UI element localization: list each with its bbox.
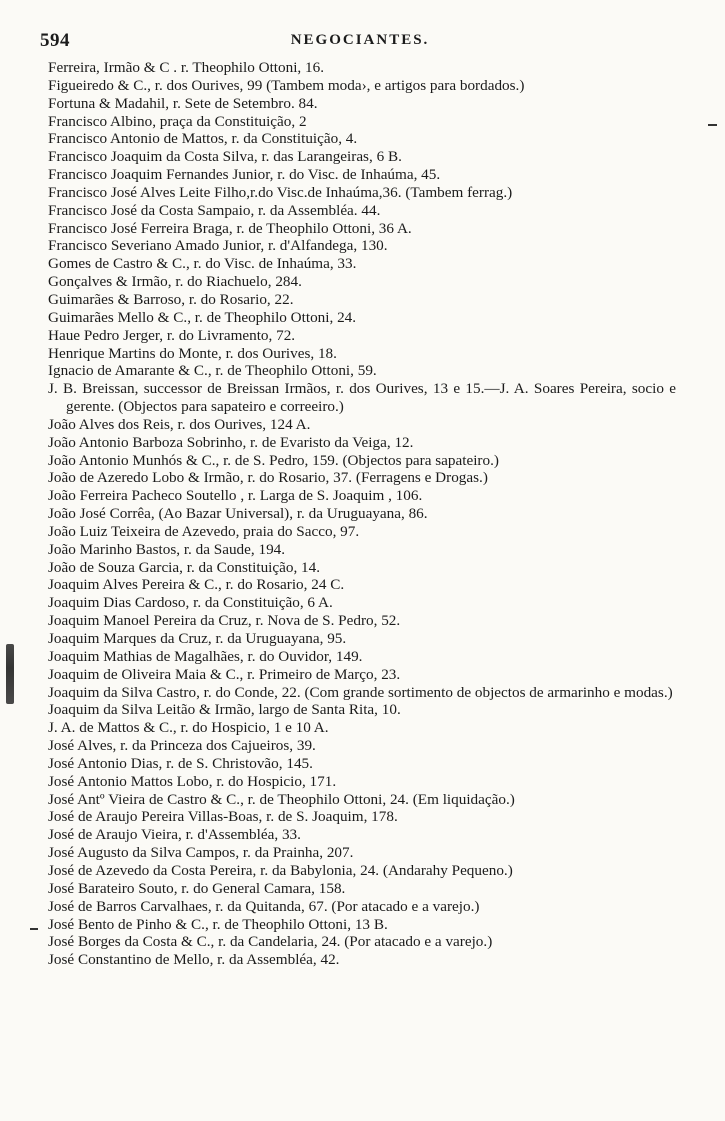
list-item: José de Araujo Pereira Villas-Boas, r. de S. Joaquim, 178. — [48, 808, 398, 826]
page-number: 594 — [40, 30, 70, 51]
list-item: José Augusto da Silva Campos, r. da Prainha, 207. — [48, 844, 354, 862]
page-header — [40, 30, 680, 54]
list-item: João José Corrêa, (Ao Bazar Universal), r. da Uruguayana, 86. — [48, 505, 428, 523]
list-item: Henrique Martins do Monte, r. dos Ourives, 18. — [48, 344, 337, 362]
list-item: João Marinho Bastos, r. da Saude, 194. — [48, 540, 286, 558]
list-item: José de Azevedo da Costa Pereira, r. da Babylonia, 24. (Andarahy Pequeno.) — [48, 861, 513, 879]
list-item: José Borges da Costa & C., r. da Candelaria, 24. (Por atacado e a varejo.) — [48, 933, 493, 951]
list-item: Figueiredo & C., r. dos Ourives, 99 (Tambem moda›, e artigos para bordados.) — [48, 76, 525, 94]
list-item: Francisco José da Costa Sampaio, r. da Assembléa. 44. — [48, 201, 381, 219]
list-item: Gomes de Castro & C., r. do Visc. de Inhaúma, 33. — [48, 255, 357, 273]
list-item: João Ferreira Pacheco Soutello , r. Larga de S. Joaquim , 106. — [48, 487, 423, 505]
list-item: João Luiz Teixeira de Azevedo, praia do Sacco, 97. — [48, 522, 360, 540]
list-item: João Antonio Barboza Sobrinho, r. de Evaristo da Veiga, 12. — [48, 433, 414, 451]
list-item: João Alves dos Reis, r. dos Ourives, 124 A. — [48, 415, 311, 433]
margin-mark-right — [708, 124, 717, 126]
list-item: Joaquim da Silva Castro, r. do Conde, 22. (Com grande sortimento de objectos de armarinho e modas.) — [48, 683, 673, 701]
list-item: Joaquim Marques da Cruz, r. da Uruguayana, 95. — [48, 630, 347, 647]
list-item: Joaquim Dias Cardoso, r. da Constituição, 6 A. — [48, 594, 333, 612]
list-item: José Constantino de Mello, r. da Assembléa, 42. — [48, 951, 340, 969]
list-item: Francisco Albino, praça da Constituição, 2 — [48, 112, 307, 130]
list-item: Joaquim Manoel Pereira da Cruz, r. Nova de S. Pedro, 52. — [48, 612, 401, 630]
list-item: José Alves, r. da Princeza dos Cajueiros, 39. — [48, 737, 316, 755]
list-item: Joaquim da Silva Leitão & Irmão, largo de Santa Rita, 10. — [48, 701, 401, 719]
list-item: Joaquim de Oliveira Maia & C., r. Primeiro de Março, 23. — [48, 665, 401, 683]
list-item: José Antº Vieira de Castro & C., r. de Theophilo Ottoni, 24. (Em liquidação.) — [48, 790, 515, 808]
list-item: José Antonio Mattos Lobo, r. do Hospicio, 171. — [48, 772, 337, 790]
list-item: Guimarães Mello & C., r. de Theophilo Ottoni, 24. — [48, 308, 357, 326]
list-item: José de Barros Carvalhaes, r. da Quitanda, 67. (Por atacado e a varejo.) — [48, 897, 480, 915]
list-item: João Antonio Munhós & C., r. de S. Pedro, 159. (Objectos para sapateiro.) — [48, 451, 499, 469]
margin-mark-left — [30, 928, 38, 930]
list-item: Francisco Joaquim Fernandes Junior, r. do Visc. de Inhaúma, 45. — [48, 166, 441, 184]
merchant-list — [48, 59, 676, 969]
list-item: Fortuna & Madahil, r. Sete de Setembro. 84. — [48, 94, 318, 112]
list-item: J. B. Breissan, successor de Breissan Irmãos, r. dos Ourives, 13 e 15.—J. A. Soares Pereira, socio e gerente. (Objectos para sapateiro e correeiro.) — [48, 380, 676, 416]
list-item: J. A. de Mattos & C., r. do Hospicio, 1 e 10 A. — [48, 719, 329, 737]
running-head: NEGOCIANTES. — [290, 32, 430, 48]
margin-ink-mark — [6, 644, 14, 704]
list-item: Ferreira, Irmão & C . r. Theophilo Ottoni, 16. — [48, 59, 324, 76]
list-item: Haue Pedro Jerger, r. do Livramento, 72. — [48, 326, 296, 344]
list-item: João de Souza Garcia, r. da Constituição, 14. — [48, 558, 321, 576]
list-item: José Antonio Dias, r. de S. Christovão, 145. — [48, 754, 313, 772]
list-item: Francisco Antonio de Mattos, r. da Constituição, 4. — [48, 130, 358, 148]
list-item: Francisco José Alves Leite Filho,r.do Visc.de Inhaúma,36. (Tambem ferrag.) — [48, 183, 513, 201]
list-item: José Barateiro Souto, r. do General Camara, 158. — [48, 879, 346, 897]
list-item: Francisco Joaquim da Costa Silva, r. das Larangeiras, 6 B. — [48, 148, 402, 166]
list-item: João de Azeredo Lobo & Irmão, r. do Rosario, 37. (Ferragens e Drogas.) — [48, 469, 488, 487]
list-item: Gonçalves & Irmão, r. do Riachuelo, 284. — [48, 273, 302, 291]
list-item: José Bento de Pinho & C., r. de Theophilo Ottoni, 13 B. — [48, 915, 388, 933]
list-item: Ignacio de Amarante & C., r. de Theophilo Ottoni, 59. — [48, 362, 377, 380]
list-item: Joaquim Mathias de Magalhães, r. do Ouvidor, 149. — [48, 647, 363, 665]
list-item: Guimarães & Barroso, r. do Rosario, 22. — [48, 290, 294, 308]
list-item: José de Araujo Vieira, r. d'Assembléa, 33. — [48, 826, 301, 844]
list-item: Joaquim Alves Pereira & C., r. do Rosario, 24 C. — [48, 576, 345, 594]
list-item: Francisco José Ferreira Braga, r. de Theophilo Ottoni, 36 A. — [48, 219, 412, 237]
list-item: Francisco Severiano Amado Junior, r. d'Alfandega, 130. — [48, 237, 388, 255]
